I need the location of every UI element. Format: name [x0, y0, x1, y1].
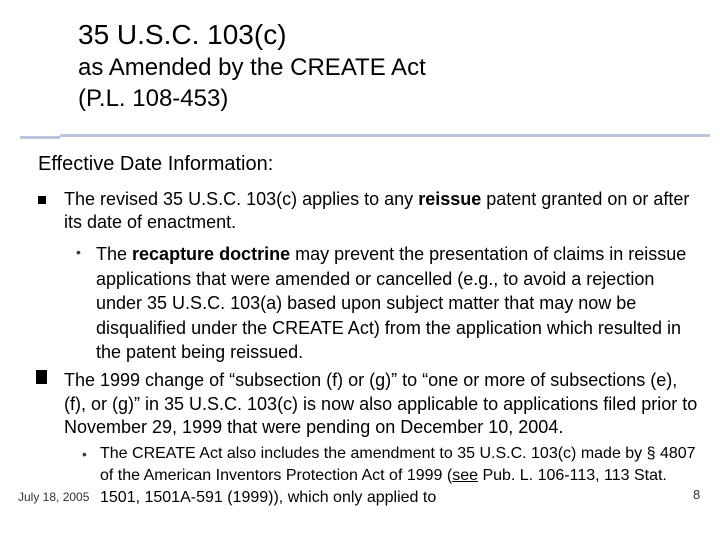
sub-bullet-recapture-pre: The: [96, 244, 133, 264]
bullet-reissue-pre: The revised 35 U.S.C. 103(c) applies to any: [64, 189, 419, 209]
bullet-reissue: [64, 188, 704, 234]
sub-bullet-create-act-see: see: [452, 467, 478, 484]
bullet-1999-change: The 1999 change of “subsection (f) or (g)” to “one or more of subsections (e), (f), or (g)” in 35 U.S.C. 103(c) is now also applicable to applications filed prior to November 29, 1999 that were pending on December 10, 2004.: [64, 370, 698, 437]
page-number: 8: [693, 487, 701, 502]
sub-bullet-recapture-post: may prevent the presentation of claims in reissue applications that were amended or cancelled (e.g., to avoid a rejection under 35 U.S.C. 103(a) based upon subject matter that may now be disqualified under the CREATE Act) from the application which resulted in the patent being reissued.: [96, 244, 687, 362]
title-divider-right: [60, 134, 710, 137]
sub-bullet-recapture-bold: recapture doctrine: [132, 244, 291, 264]
sub-bullet-dot-icon: •: [76, 244, 81, 260]
square-bullet-icon: [36, 370, 47, 384]
footer-date: July 18, 2005: [18, 490, 90, 504]
sub-bullet-create-act-pre: The CREATE Act also includes the amendment to 35 U.S.C. 103(c) made by § 4807 of the American Inventors Protection Act of 1999 (: [100, 445, 696, 484]
title-block: [78, 18, 426, 114]
title-divider-left: [20, 136, 60, 139]
section-heading: Effective Date Information:: [38, 153, 274, 175]
slide-subtitle-line2: (P.L. 108-453): [78, 85, 229, 112]
square-bullet-icon: [38, 196, 46, 204]
sub-bullet-create-act: [100, 443, 700, 509]
bullet-reissue-post: patent granted on or after its date of enactment.: [64, 189, 690, 232]
bullet-reissue-bold: reissue: [418, 189, 482, 209]
slide-title: 35 U.S.C. 103(c): [78, 19, 287, 50]
sub-bullet-recapture: [96, 242, 696, 365]
slide-subtitle-line1: as Amended by the CREATE Act: [78, 54, 426, 81]
sub-bullet-create-act-post: Pub. L. 106-113, 113 Stat. 1501, 1501A-591 (1999)), which only applied to: [100, 467, 667, 506]
sub-bullet-dot-icon: •: [82, 446, 87, 462]
